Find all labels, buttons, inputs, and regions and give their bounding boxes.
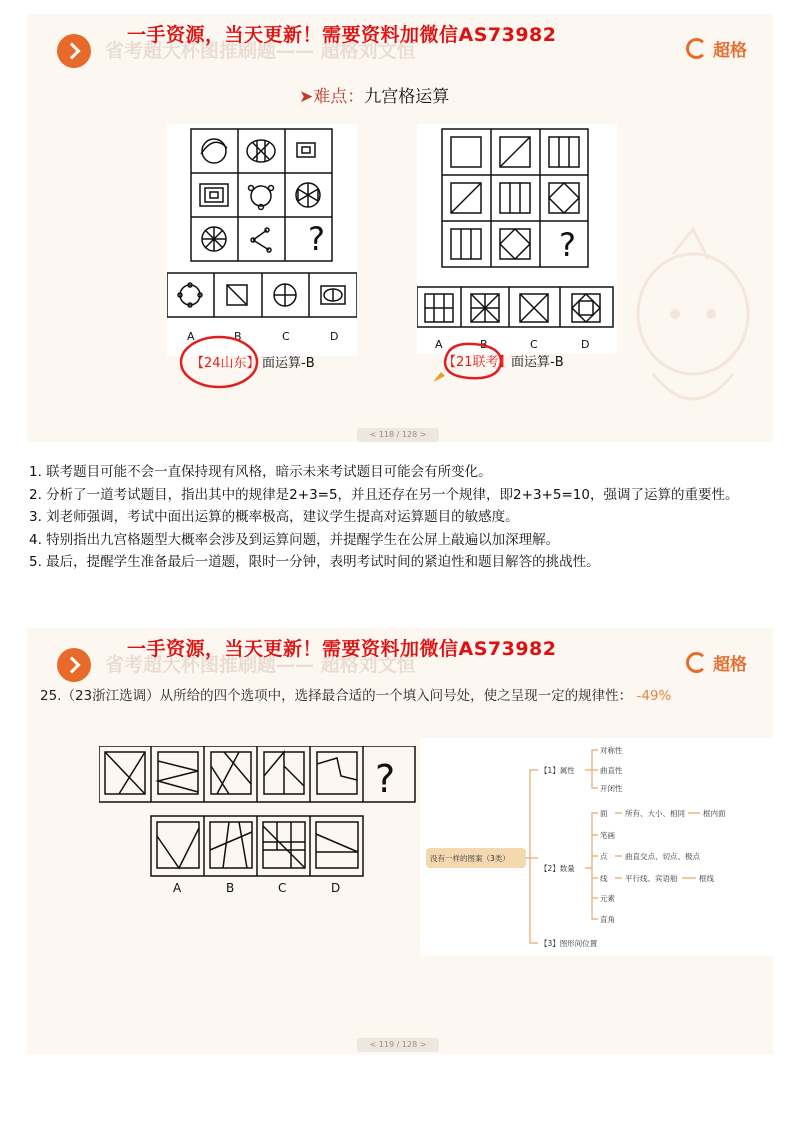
left-option-d: D: [330, 330, 339, 343]
right-caption: [425, 336, 595, 386]
next-arrow-button[interactable]: [57, 34, 91, 68]
slide-pager[interactable]: < 119 / 128 >: [357, 1038, 439, 1052]
watermark-text: 省考超大杯图推刷题—— 超格刘文恒: [105, 40, 416, 62]
question-stem: 25.（23浙江选调）从所给的四个选项中，选择最合适的一个填入问号处，使之呈现一定的规律性：: [40, 688, 633, 704]
slide-pager[interactable]: < 118 / 128 >: [357, 428, 439, 442]
note-item: 1. 联考题目可能不会一直保持现有风格，暗示未来考试题目可能会有所变化。: [29, 464, 492, 480]
left-option-b: B: [234, 330, 242, 343]
brand-logo: [686, 36, 747, 61]
branch-2: 【2】数量: [540, 864, 575, 873]
watermark-text: 省考超大杯图推刷题—— 超格刘文恒: [105, 654, 416, 676]
question-figures: [99, 746, 419, 898]
detail-face: 所有、大小、相同: [625, 809, 685, 818]
brand-name: 超格: [713, 41, 747, 61]
summary-notes: [29, 461, 771, 574]
left-caption: [177, 332, 337, 392]
q-option-a: A: [173, 881, 182, 895]
leaf-elements: 元素: [600, 894, 615, 903]
left-option-a: A: [187, 330, 195, 343]
title-text: 九宫格运算: [364, 87, 450, 107]
q-option-b: B: [226, 881, 235, 895]
next-arrow-button[interactable]: [57, 648, 91, 682]
note-item: 2. 分析了一道考试题目，指出其中的规律是2+3=5，并且还存在另一个规律，即2+3+5=10，强调了运算的重要性。: [29, 486, 739, 503]
right-caption-text: 面运算-B: [511, 355, 564, 370]
right-option-c: C: [530, 338, 538, 351]
right-puzzle: [417, 124, 617, 354]
detail-point: 曲直交点、切点、极点: [625, 852, 700, 861]
branch-1: 【1】属性: [540, 766, 575, 775]
mindmap-root: 没有一样的图案（3类）: [430, 854, 510, 863]
detail-line-end: 框线: [699, 874, 714, 883]
slide-title: [299, 82, 449, 107]
question-mark: ?: [375, 757, 396, 801]
q-option-c: C: [278, 881, 287, 895]
leaf-strokes: 笔画: [600, 831, 615, 840]
note-item: 4. 特别指出九宫格题型大概率会涉及到运算问题，并提醒学生在公屏上敲遍以加深理解。: [29, 531, 560, 548]
leaf-points: 点: [600, 852, 608, 861]
right-option-a: A: [435, 338, 443, 351]
right-tag: 【21联考】: [443, 355, 512, 370]
leaf-face: 面: [600, 809, 608, 818]
brand-logo: [686, 650, 747, 675]
note-item: 5. 最后，提醒学生准备最后一道题，限时一分钟，表明考试时间的紧迫性和题目解答的挑战性。: [29, 554, 600, 570]
leaf-symmetry: 对称性: [600, 746, 623, 755]
left-tag: 【24山东】: [191, 356, 260, 371]
brand-g-icon: [686, 38, 707, 59]
left-puzzle: [167, 124, 357, 356]
note-item: 3. 刘老师强调，考试中面出运算的概率极高，建议学生提高对运算题目的敏感度。: [29, 509, 519, 525]
q-option-d: D: [331, 881, 341, 895]
detail-line: 平行线、宾语舶: [625, 874, 678, 883]
brand-name: 超格: [713, 655, 747, 675]
leaf-angles: 直角: [600, 915, 615, 924]
branch-3: 【3】图形间位置: [540, 939, 598, 948]
ad-banner-text: 一手资源，当天更新！需要资料加微信AS73982: [127, 638, 557, 660]
left-caption-text: 面运算-B: [262, 356, 315, 371]
detail-face-end: 框内面: [703, 809, 726, 818]
mascot-watermark: [613, 224, 763, 424]
pen-icon: [433, 372, 445, 382]
brand-g-icon: [686, 652, 707, 673]
ad-banner-text: 一手资源，当天更新！需要资料加微信AS73982: [127, 24, 557, 46]
leaf-curve: 曲直性: [600, 766, 623, 775]
slide-1: [27, 14, 773, 442]
left-option-c: C: [282, 330, 290, 343]
right-question-mark: ?: [559, 226, 576, 264]
leaf-lines: 线: [600, 874, 608, 883]
leaf-closure: 开闭性: [600, 784, 623, 793]
question-text: [40, 686, 740, 707]
right-option-b: B: [480, 338, 488, 351]
left-question-mark: ?: [308, 220, 325, 258]
title-prefix: ➤难点：: [299, 87, 365, 107]
right-option-d: D: [581, 338, 590, 351]
accuracy-percent: -49%: [636, 688, 672, 704]
mindmap: [420, 738, 773, 956]
